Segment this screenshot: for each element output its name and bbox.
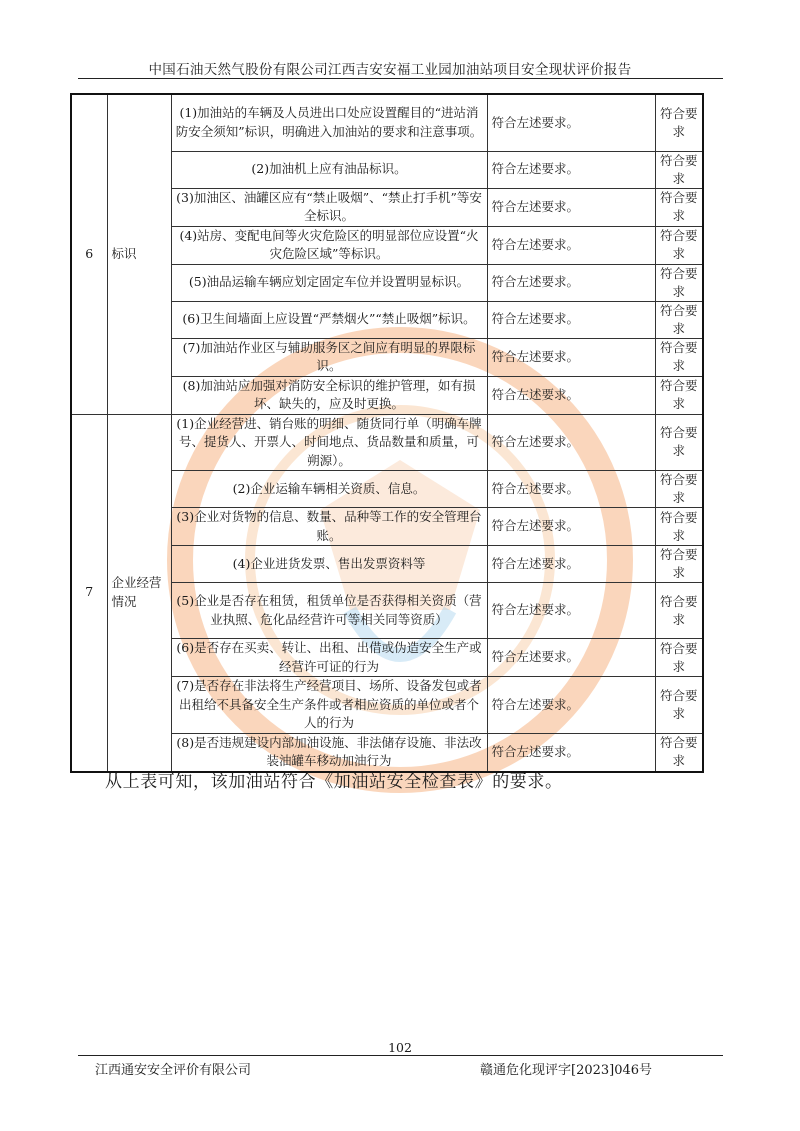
header-divider [78,78,723,79]
check-requirement: (1)企业经营进、销台账的明细、随货同行单（明确车牌号、提货人、开票人、时间地点、货品数量和质量，可朔源）。 [171,414,487,471]
check-result: 符合左述要求。 [487,301,655,338]
check-requirement: (4)站房、变配电间等火灾危险区的明显部位应设置“火灾危险区域”等标识。 [171,226,487,264]
check-result: 符合左述要求。 [487,471,655,508]
check-conclusion: 符合要求 [655,264,703,301]
check-requirement: (5)企业是否存在租赁，租赁单位是否获得相关资质（营业执照、危化品经营许可等相关同等资质） [171,583,487,639]
check-result: 符合左述要求。 [487,414,655,471]
check-conclusion: 符合要求 [655,338,703,376]
check-conclusion: 符合要求 [655,677,703,734]
check-conclusion: 符合要求 [655,151,703,188]
conclusion-text: 从上表可知，该加油站符合《加油站安全检查表》的要求。 [105,772,563,792]
check-requirement: (8)加油站应加强对消防安全标识的维护管理，如有损坏、缺失的，应及时更换。 [171,376,487,414]
check-conclusion: 符合要求 [655,226,703,264]
item-number: 7 [71,414,107,772]
check-result: 符合左述要求。 [487,226,655,264]
item-number: 6 [71,94,107,414]
footer-divider [78,1055,723,1056]
check-conclusion: 符合要求 [655,376,703,414]
check-result: 符合左述要求。 [487,546,655,583]
check-requirement: (2)加油机上应有油品标识。 [171,151,487,188]
check-requirement: (6)是否存在买卖、转让、出租、出借或伪造安全生产或经营许可证的行为 [171,639,487,677]
safety-check-table [70,93,704,773]
page-number: 102 [388,1040,412,1055]
check-result: 符合左述要求。 [487,338,655,376]
check-result: 符合左述要求。 [487,733,655,772]
check-result: 符合左述要求。 [487,639,655,677]
check-result: 符合左述要求。 [487,151,655,188]
footer-doc-number: 赣通危化现评字[2023]046号 [480,1063,653,1078]
check-requirement: (8)是否违规建设内部加油设施、非法储存设施、非法改装油罐车移动加油行为 [171,733,487,772]
check-result: 符合左述要求。 [487,583,655,639]
check-result: 符合左述要求。 [487,508,655,546]
check-conclusion: 符合要求 [655,508,703,546]
check-requirement: (4)企业进货发票、售出发票资料等 [171,546,487,583]
check-conclusion: 符合要求 [655,546,703,583]
check-result: 符合左述要求。 [487,94,655,151]
check-result: 符合左述要求。 [487,188,655,226]
check-result: 符合左述要求。 [487,376,655,414]
check-requirement: (2)企业运输车辆相关资质、信息。 [171,471,487,508]
check-requirement: (6)卫生间墙面上应设置“严禁烟火”“禁止吸烟”标识。 [171,301,487,338]
check-result: 符合左述要求。 [487,264,655,301]
check-project: 标识 [107,94,171,414]
report-header-title: 中国石油天然气股份有限公司江西吉安安福工业园加油站项目安全现状评价报告 [148,62,632,78]
check-requirement: (7)加油站作业区与辅助服务区之间应有明显的界限标识。 [171,338,487,376]
check-conclusion: 符合要求 [655,471,703,508]
table-row [71,94,703,151]
check-conclusion: 符合要求 [655,188,703,226]
check-conclusion: 符合要求 [655,583,703,639]
table-row [71,414,703,471]
check-requirement: (3)企业对货物的信息、数量、品种等工作的安全管理台账。 [171,508,487,546]
check-conclusion: 符合要求 [655,639,703,677]
check-project: 企业经营情况 [107,414,171,772]
check-conclusion: 符合要求 [655,733,703,772]
check-conclusion: 符合要求 [655,94,703,151]
footer-company: 江西通安安全评价有限公司 [95,1063,252,1078]
check-requirement: (3)加油区、油罐区应有“禁止吸烟”、“禁止打手机”等安全标识。 [171,188,487,226]
check-requirement: (1)加油站的车辆及人员进出口处应设置醒目的“进站消防安全须知”标识，明确进入加油站的要求和注意事项。 [171,94,487,151]
check-result: 符合左述要求。 [487,677,655,734]
check-requirement: (5)油品运输车辆应划定固定车位并设置明显标识。 [171,264,487,301]
check-requirement: (7)是否存在非法将生产经营项目、场所、设备发包或者出租给不具备安全生产条件或者相应资质的单位或者个人的行为 [171,677,487,734]
check-conclusion: 符合要求 [655,301,703,338]
check-conclusion: 符合要求 [655,414,703,471]
